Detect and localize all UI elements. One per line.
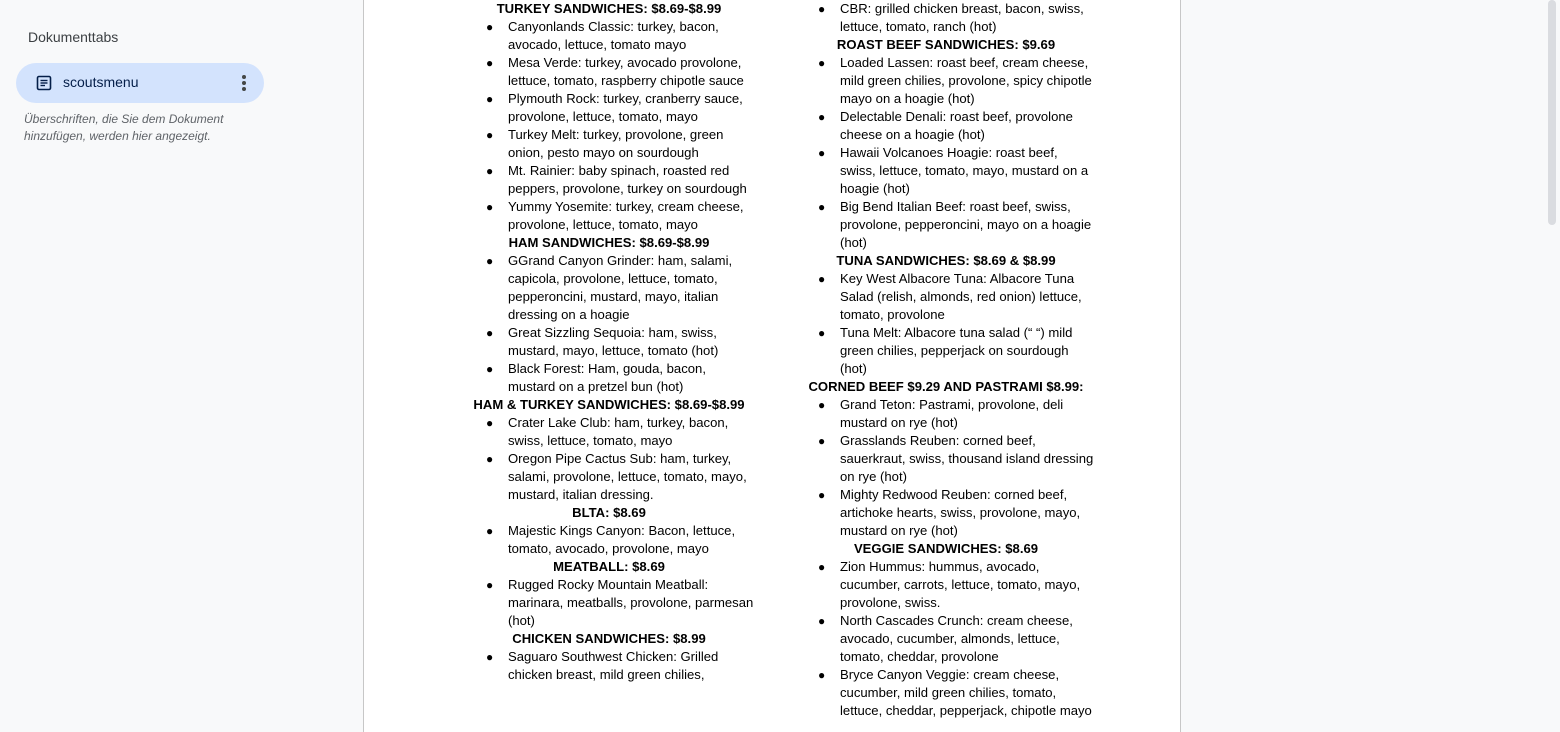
menu-list-item: [796, 666, 1096, 720]
bullet-icon: ●: [486, 164, 494, 178]
bullet-icon: ●: [486, 416, 494, 430]
menu-item-text: Saguaro Southwest Chicken: Grilled chicken breast, mild green chilies,: [508, 649, 719, 682]
menu-list-item: [796, 612, 1096, 666]
menu-list-item: [464, 54, 754, 90]
menu-item-text: GGrand Canyon Grinder: ham, salami, capicola, provolone, lettuce, tomato, pepperoncini, mustard, mayo, italian dressing on a hoagie: [508, 253, 733, 322]
menu-item-text: Canyonlands Classic: turkey, bacon, avocado, lettuce, tomato mayo: [508, 19, 719, 52]
bullet-icon: ●: [818, 434, 826, 448]
bullet-icon: ●: [486, 92, 494, 106]
menu-list-item: [464, 18, 754, 54]
menu-item-text: Grasslands Reuben: corned beef, sauerkraut, swiss, thousand island dressing on rye (hot): [840, 433, 1094, 484]
bullet-icon: ●: [818, 200, 826, 214]
bullet-icon: ●: [818, 614, 826, 628]
menu-list-item: [464, 522, 754, 558]
vertical-scrollbar[interactable]: [1548, 0, 1556, 225]
bullet-icon: ●: [486, 326, 494, 340]
bullet-icon: ●: [818, 2, 826, 16]
menu-item-text: Turkey Melt: turkey, provolone, green onion, pesto mayo on sourdough: [508, 127, 724, 160]
bullet-icon: ●: [818, 56, 826, 70]
bullet-icon: ●: [818, 398, 826, 412]
menu-list-item: [796, 54, 1096, 108]
menu-item-text: Crater Lake Club: ham, turkey, bacon, swiss, lettuce, tomato, mayo: [508, 415, 729, 448]
menu-item-text: Grand Teton: Pastrami, provolone, deli mustard on rye (hot): [840, 397, 1064, 430]
section-heading: CHICKEN SANDWICHES: $8.99: [512, 631, 706, 646]
menu-list-item: [796, 324, 1096, 378]
menu-item-text: Hawaii Volcanoes Hoagie: roast beef, swiss, lettuce, tomato, mayo, mustard on a hoagie (hot): [840, 145, 1089, 196]
menu-item-text: North Cascades Crunch: cream cheese, avocado, cucumber, almonds, lettuce, tomato, cheddar, provolone: [840, 613, 1073, 664]
menu-item-text: Big Bend Italian Beef: roast beef, swiss, provolone, pepperoncini, mayo on a hoagie (hot): [840, 199, 1092, 250]
menu-list-item: [464, 360, 754, 396]
section-heading: HAM SANDWICHES: $8.69-$8.99: [508, 235, 710, 250]
menu-list-item: [796, 486, 1096, 540]
menu-item-text: Mt. Rainier: baby spinach, roasted red peppers, provolone, turkey on sourdough: [508, 163, 747, 196]
section-heading: TUNA SANDWICHES: $8.69 & $8.99: [836, 253, 1056, 268]
menu-column-right: [796, 0, 1096, 720]
menu-item-text: Delectable Denali: roast beef, provolone cheese on a hoagie (hot): [840, 109, 1073, 142]
menu-list-item: [464, 414, 754, 450]
bullet-icon: ●: [818, 146, 826, 160]
menu-column-left: [464, 0, 754, 684]
menu-item-text: Mesa Verde: turkey, avocado provolone, lettuce, tomato, raspberry chipotle sauce: [508, 55, 744, 88]
menu-list-item: [464, 450, 754, 504]
bullet-icon: ●: [486, 56, 494, 70]
menu-item-text: CBR: grilled chicken breast, bacon, swiss, lettuce, tomato, ranch (hot): [840, 1, 1084, 34]
menu-item-text: Key West Albacore Tuna: Albacore Tuna Salad (relish, almonds, red onion) lettuce, tomato, provolone: [840, 271, 1082, 322]
document-icon: [36, 75, 52, 91]
bullet-icon: ●: [486, 452, 494, 466]
bullet-icon: ●: [486, 20, 494, 34]
bullet-icon: ●: [486, 362, 494, 376]
bullet-icon: ●: [486, 650, 494, 664]
bullet-icon: ●: [818, 668, 826, 682]
section-heading: CORNED BEEF $9.29 AND PASTRAMI $8.99:: [808, 379, 1084, 394]
menu-item-text: Tuna Melt: Albacore tuna salad (“ “) mild green chilies, pepperjack on sourdough (hot): [840, 325, 1073, 376]
bullet-icon: ●: [818, 488, 826, 502]
bullet-icon: ●: [486, 128, 494, 142]
menu-list-item: [796, 558, 1096, 612]
sidebar-title: Dokumenttabs: [28, 29, 119, 45]
menu-item-text: Great Sizzling Sequoia: ham, swiss, mustard, mayo, lettuce, tomato (hot): [508, 325, 719, 358]
menu-item-text: Mighty Redwood Reuben: corned beef, artichoke hearts, swiss, provolone, mayo, mustard on rye (hot): [840, 487, 1081, 538]
section-heading: HAM & TURKEY SANDWICHES: $8.69-$8.99: [473, 397, 745, 412]
bullet-icon: ●: [818, 272, 826, 286]
menu-list-item: [464, 162, 754, 198]
bullet-icon: ●: [818, 326, 826, 340]
document-tab-label: scoutsmenu: [63, 74, 139, 90]
bullet-icon: ●: [486, 254, 494, 268]
menu-list-item: [464, 90, 754, 126]
section-heading: VEGGIE SANDWICHES: $8.69: [853, 541, 1039, 556]
bullet-icon: ●: [486, 200, 494, 214]
menu-list-item: [796, 144, 1096, 198]
menu-list-item: [464, 648, 754, 684]
section-heading: ROAST BEEF SANDWICHES: $9.69: [836, 37, 1056, 52]
menu-list-item: [796, 432, 1096, 486]
section-heading: TURKEY SANDWICHES: $8.69-$8.99: [496, 1, 722, 16]
menu-list-item: [796, 198, 1096, 252]
outline-hint: Überschriften, die Sie dem Dokument hinzufügen, werden hier angezeigt.: [24, 112, 224, 143]
document-tab-scoutsmenu[interactable]: [16, 63, 264, 103]
menu-list-item: [796, 396, 1096, 432]
menu-item-text: Bryce Canyon Veggie: cream cheese, cucumber, mild green chilies, tomato, lettuce, cheddar, pepperjack, chipotle mayo: [840, 667, 1092, 718]
menu-item-text: Yummy Yosemite: turkey, cream cheese, provolone, lettuce, tomato, mayo: [508, 199, 744, 232]
menu-list-item: [796, 270, 1096, 324]
menu-item-text: Majestic Kings Canyon: Bacon, lettuce, tomato, avocado, provolone, mayo: [508, 523, 736, 556]
menu-list-item: [796, 108, 1096, 144]
document-page[interactable]: [363, 0, 1181, 732]
menu-list-item: [464, 198, 754, 234]
bullet-icon: ●: [486, 524, 494, 538]
menu-item-text: Rugged Rocky Mountain Meatball: marinara, meatballs, provolone, parmesan (hot): [508, 577, 754, 628]
menu-list-item: [464, 126, 754, 162]
document-tabs-sidebar: [0, 0, 300, 732]
menu-item-text: Plymouth Rock: turkey, cranberry sauce, provolone, lettuce, tomato, mayo: [508, 91, 743, 124]
bullet-icon: ●: [818, 110, 826, 124]
menu-list-item: [464, 252, 754, 324]
more-options-icon[interactable]: [242, 74, 246, 92]
bullet-icon: ●: [486, 578, 494, 592]
menu-item-text: Loaded Lassen: roast beef, cream cheese, mild green chilies, provolone, spicy chipotle mayo on a hoagie (hot): [840, 55, 1092, 106]
menu-list-item: [796, 0, 1096, 36]
menu-item-text: Oregon Pipe Cactus Sub: ham, turkey, salami, provolone, lettuce, tomato, mayo, mustard, italian dressing.: [508, 451, 747, 502]
section-heading: BLTA: $8.69: [572, 505, 646, 520]
menu-item-text: Zion Hummus: hummus, avocado, cucumber, carrots, lettuce, tomato, mayo, provolone, swiss.: [840, 559, 1081, 610]
bullet-icon: ●: [818, 560, 826, 574]
menu-list-item: [464, 324, 754, 360]
menu-item-text: Black Forest: Ham, gouda, bacon, mustard on a pretzel bun (hot): [508, 361, 706, 394]
menu-list-item: [464, 576, 754, 630]
section-heading: MEATBALL: $8.69: [553, 559, 665, 574]
